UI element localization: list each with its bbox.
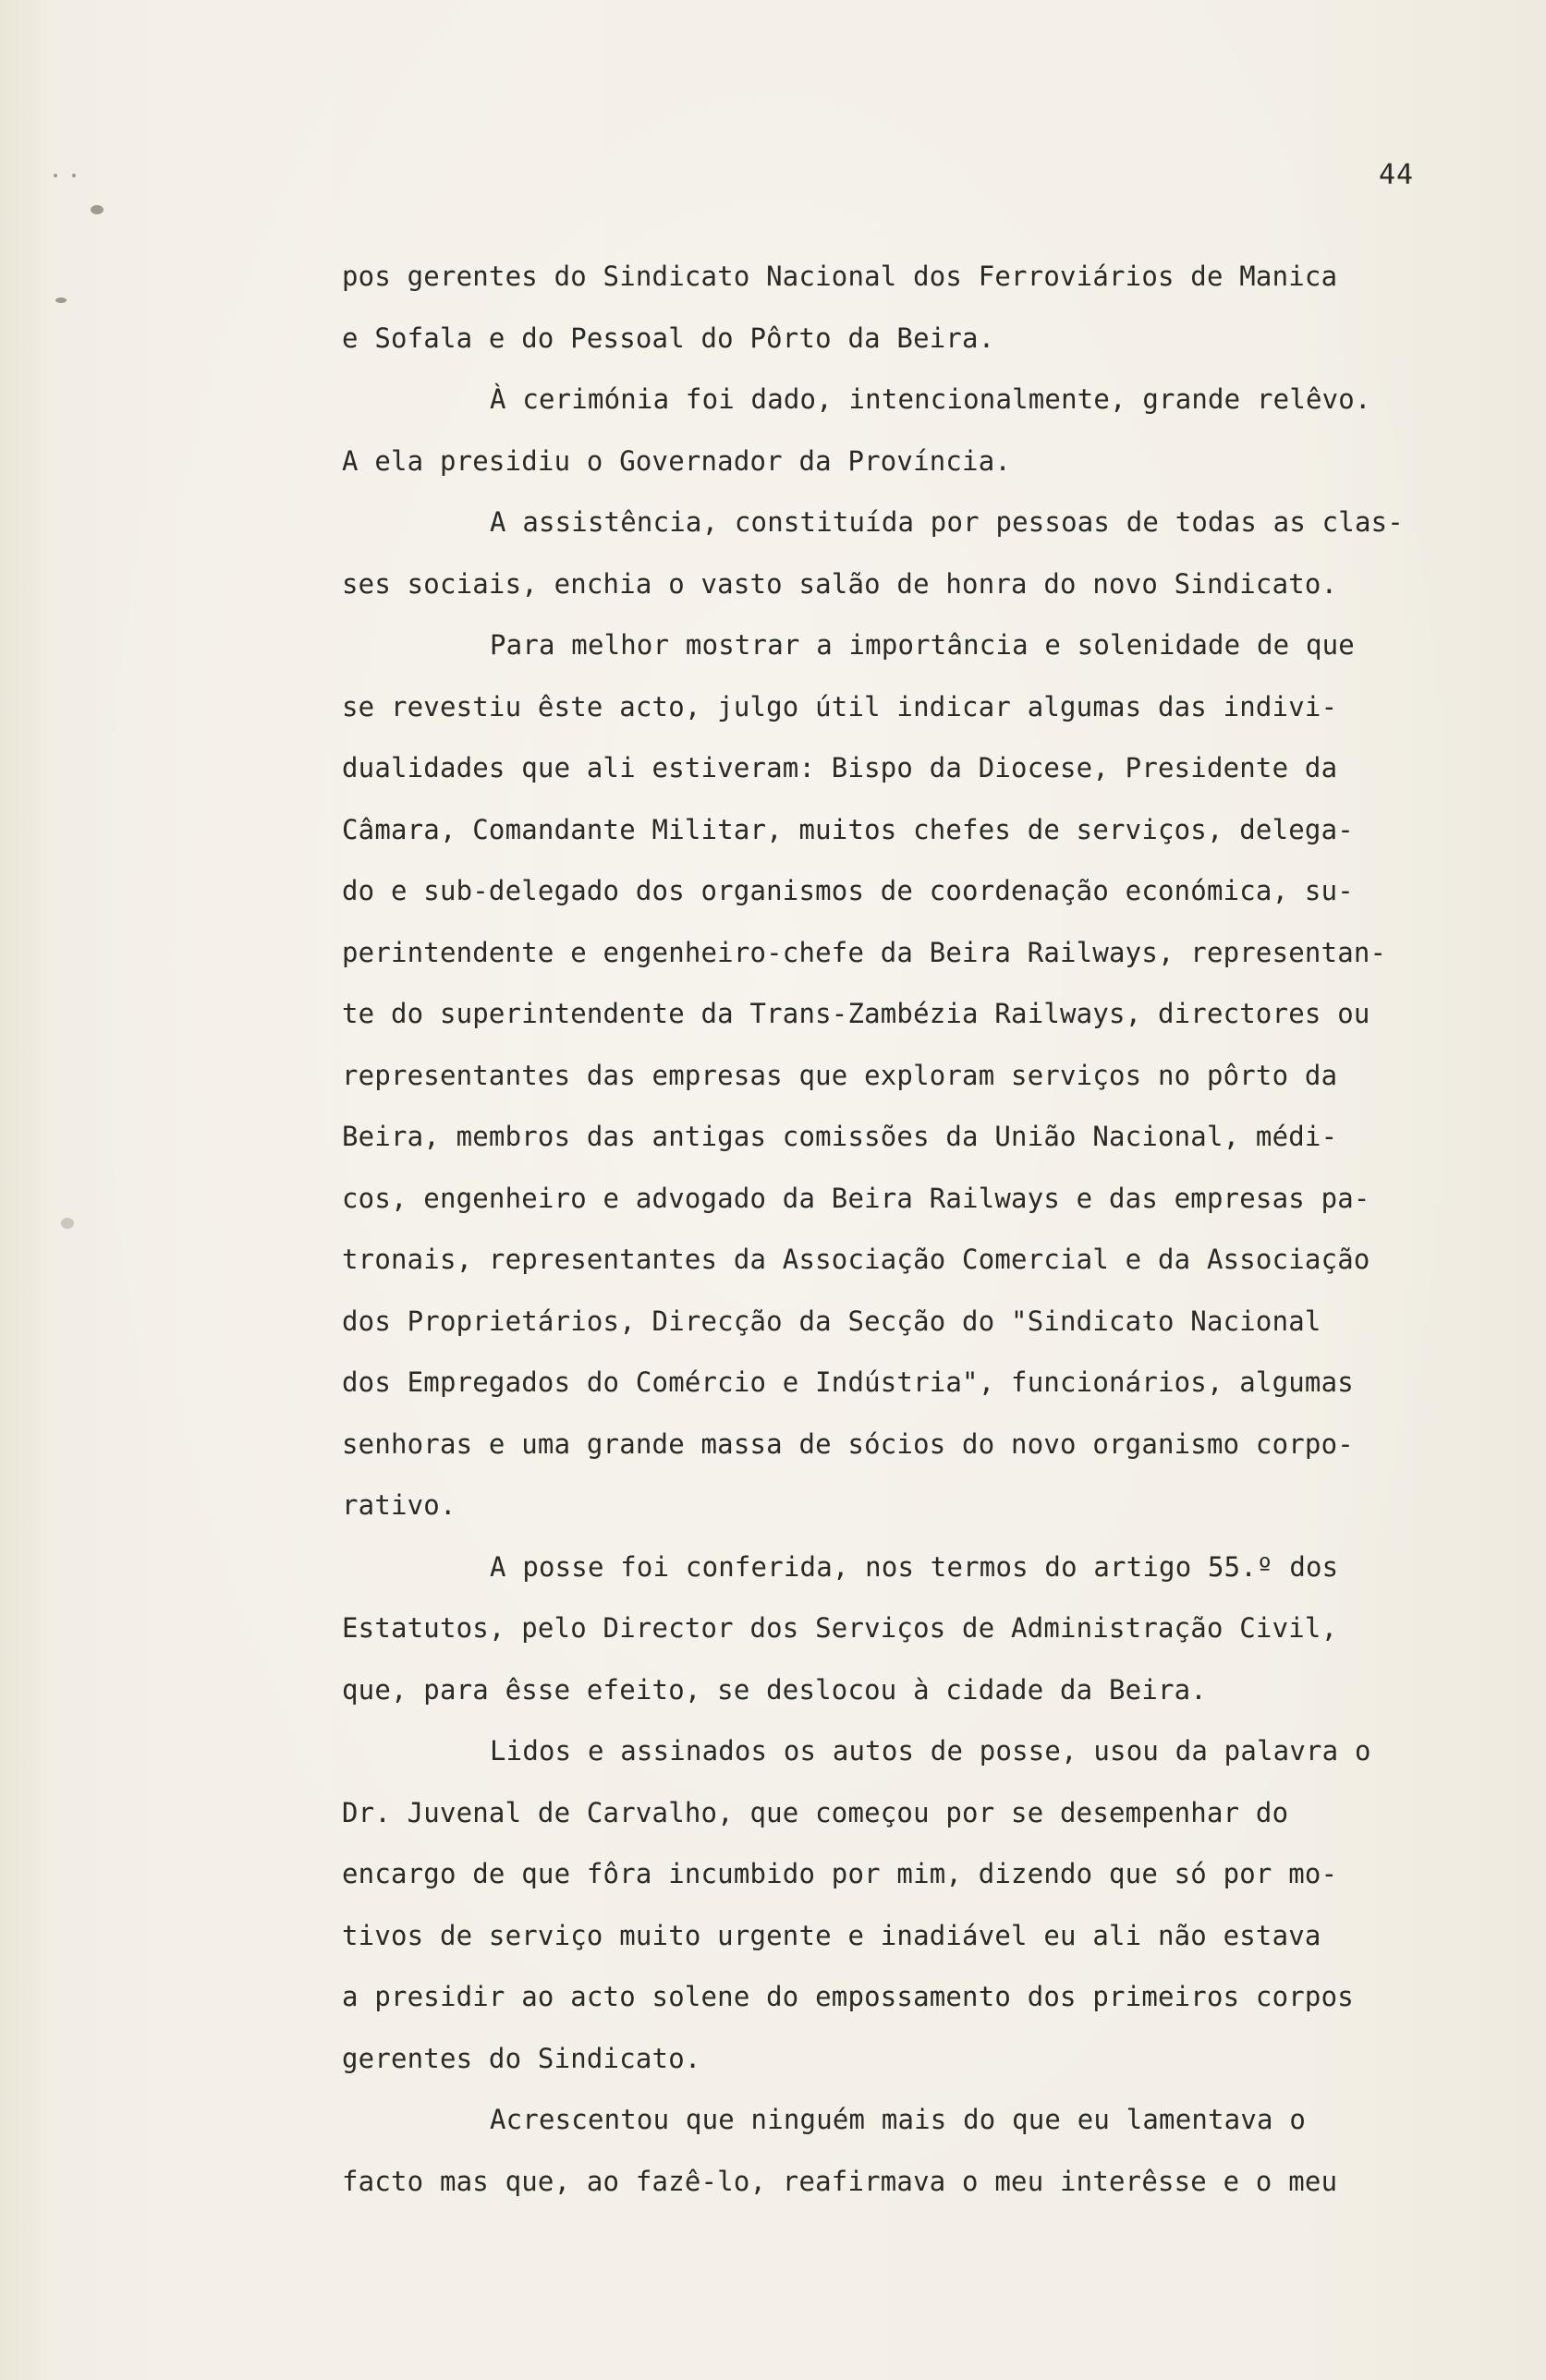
text-line: e Sofala e do Pessoal do Pôrto da Beira. (342, 322, 995, 354)
text-line: Para melhor mostrar a importância e solenidade de que (490, 629, 1355, 661)
scan-speck (55, 298, 67, 303)
text-line: te do superintendente da Trans-Zambézia Railways, directores ou (342, 998, 1370, 1029)
text-line: ses sociais, enchia o vasto salão de honra do novo Sindicato. (342, 567, 1338, 600)
text-line: Estatutos, pelo Director dos Serviços de Administração Civil, (342, 1612, 1338, 1644)
page-number: 44 (1379, 159, 1415, 191)
scan-speck (91, 205, 103, 214)
text-line: dos Proprietários, Direcção da Secção do "Sindicato Nacional (342, 1305, 1321, 1337)
text-line: representantes das empresas que exploram serviços no pôrto da (342, 1059, 1338, 1091)
text-line: do e sub-delegado dos organismos de coordenação económica, su- (342, 875, 1354, 906)
text-line: A posse foi conferida, nos termos do artigo 55.º dos (490, 1550, 1339, 1583)
body-text (342, 246, 1525, 2212)
text-line: Beira, membros das antigas comissões da União Nacional, médi- (342, 1121, 1338, 1152)
text-line: se revestiu êste acto, julgo útil indicar algumas das indivi- (342, 690, 1338, 722)
scan-speck (72, 174, 76, 177)
text-line: Lidos e assinados os autos de posse, usou da palavra o (490, 1735, 1371, 1767)
text-line: senhoras e uma grande massa de sócios do novo organismo corpo- (342, 1427, 1354, 1460)
text-line: A ela presidiu o Governador da Província. (342, 444, 1012, 477)
text-line: que, para êsse efeito, se deslocou à cidade da Beira. (342, 1673, 1207, 1706)
text-line: a presidir ao acto solene do empossamento dos primeiros corpos (342, 1981, 1354, 2012)
scan-speck (61, 1218, 74, 1229)
text-line: dos Empregados do Comércio e Indústria", funcionários, algumas (342, 1366, 1354, 1398)
text-line: A assistência, constituída por pessoas de todas as clas- (490, 506, 1404, 538)
text-line: rativo. (342, 1489, 456, 1521)
text-line: Dr. Juvenal de Carvalho, que começou por se desempenhar do (342, 1796, 1289, 1828)
text-line: facto mas que, ao fazê-lo, reafirmava o meu interêsse e o meu (342, 2165, 1338, 2197)
text-line: pos gerentes do Sindicato Nacional dos Ferroviários de Manica (342, 261, 1338, 292)
scan-speck (54, 174, 57, 177)
text-line: cos, engenheiro e advogado da Beira Railways e das empresas pa- (342, 1182, 1370, 1214)
text-line: encargo de que fôra incumbido por mim, dizendo que só por mo- (342, 1858, 1338, 1889)
text-line: dualidades que ali estiveram: Bispo da Diocese, Presidente da (342, 752, 1338, 783)
text-line: perintendente e engenheiro-chefe da Beira Railways, representan- (342, 936, 1387, 968)
text-line: Acrescentou que ninguém mais do que eu lamentava o (490, 2104, 1306, 2135)
text-line: À cerimónia foi dado, intencionalmente, grande relêvo. (490, 383, 1371, 415)
text-line: Câmara, Comandante Militar, muitos chefes de serviços, delega- (342, 813, 1354, 845)
text-line: gerentes do Sindicato. (342, 2042, 701, 2074)
text-line: tivos de serviço muito urgente e inadiável eu ali não estava (342, 1919, 1321, 1951)
text-line: tronais, representantes da Associação Comercial e da Associação (342, 1244, 1370, 1275)
